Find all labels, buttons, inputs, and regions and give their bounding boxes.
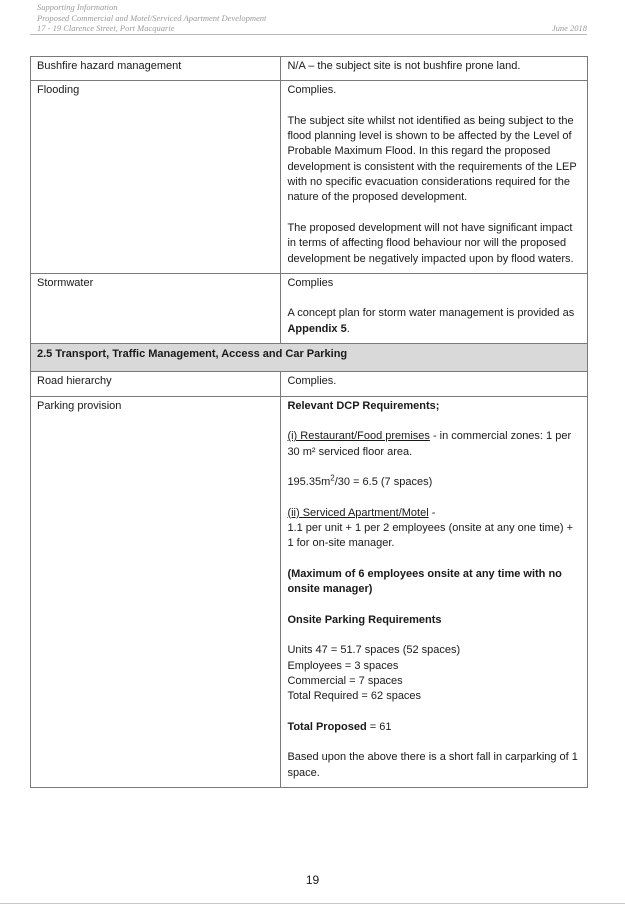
header-address: 17 - 19 Clarence Street, Port Macquarie — [37, 23, 175, 33]
row-label: Bushfire hazard management — [31, 57, 281, 81]
row-label: Stormwater — [31, 273, 281, 343]
row-label: Parking provision — [31, 396, 281, 787]
restaurant-requirement: (i) Restaurant/Food premises - in commercial zones: 1 per 30 m² serviced floor area. — [287, 430, 572, 458]
row-content — [281, 273, 588, 343]
parking-breakdown: Units 47 = 51.7 spaces (52 spaces) Employees = 3 spaces Commercial = 7 spaces Total Required = 62 spaces — [287, 644, 461, 703]
header-divider — [30, 34, 587, 35]
row-content — [281, 396, 588, 787]
page-number: 19 — [305, 873, 320, 887]
header-project: Proposed Commercial and Motel/Serviced Apartment Development — [37, 12, 267, 23]
flooding-detail: The subject site whilst not identified as being subject to the flood planning level is shown to be affected by the Level of Probable Maximum Flood. In this regard the proposed development is consistent with the requirements of the LEP with no specific evacuation considerations required for the nature of the proposed development. — [287, 114, 577, 204]
motel-requirement: (ii) Serviced Apartment/Motel - 1.1 per unit + 1 per 2 employees (onsite at any one time) + 1 for on-site manager. — [287, 506, 573, 550]
header-title: Supporting Information — [37, 2, 118, 12]
restaurant-term: (i) Restaurant/Food premises — [287, 430, 430, 443]
row-content — [281, 57, 588, 81]
row-label: Flooding — [31, 81, 281, 274]
flooding-status: Complies. — [287, 84, 337, 97]
restaurant-calculation: $195.35m^2/30 = 6.5$ (7 spaces) — [287, 473, 433, 489]
road-text: Complies. — [287, 375, 337, 388]
table-row-parking — [31, 396, 588, 787]
stormwater-detail: A concept plan for storm water management is provided as Appendix 5. — [287, 307, 575, 335]
table-row-flooding — [31, 81, 588, 274]
motel-term: (ii) Serviced Apartment/Motel — [287, 506, 429, 519]
total-proposed: Total Proposed = 61 — [287, 720, 392, 733]
flooding-impact: The proposed development will not have significant impact in terms of affecting flood behaviour nor will the proposed development be negatively impacted upon by flood waters. — [287, 221, 574, 265]
bushfire-text: N/A – the subject site is not bushfire prone land. — [287, 60, 521, 72]
section-title: 2.5 Transport, Traffic Management, Access and Car Parking — [31, 344, 588, 372]
row-content — [281, 81, 588, 274]
row-content — [281, 372, 588, 396]
footer-divider — [0, 903, 625, 904]
section-header-row — [31, 344, 588, 372]
row-label: Road hierarchy — [31, 372, 281, 396]
table-row-road-hierarchy — [31, 372, 588, 396]
parking-heading: Relevant DCP Requirements; — [287, 399, 440, 412]
max-employees-note: (Maximum of 6 employees onsite at any time with no onsite manager) — [287, 567, 562, 596]
header-date: June 2018 — [551, 23, 587, 33]
onsite-heading: Onsite Parking Requirements — [287, 613, 442, 626]
table-row-stormwater — [31, 273, 588, 343]
compliance-table — [30, 56, 588, 788]
table-row-bushfire — [31, 57, 588, 81]
page-header — [37, 2, 587, 34]
parking-conclusion: Based upon the above there is a short fall in carparking of 1 space. — [287, 751, 578, 779]
appendix-reference: Appendix 5 — [287, 322, 347, 335]
stormwater-status: Complies — [287, 276, 334, 289]
